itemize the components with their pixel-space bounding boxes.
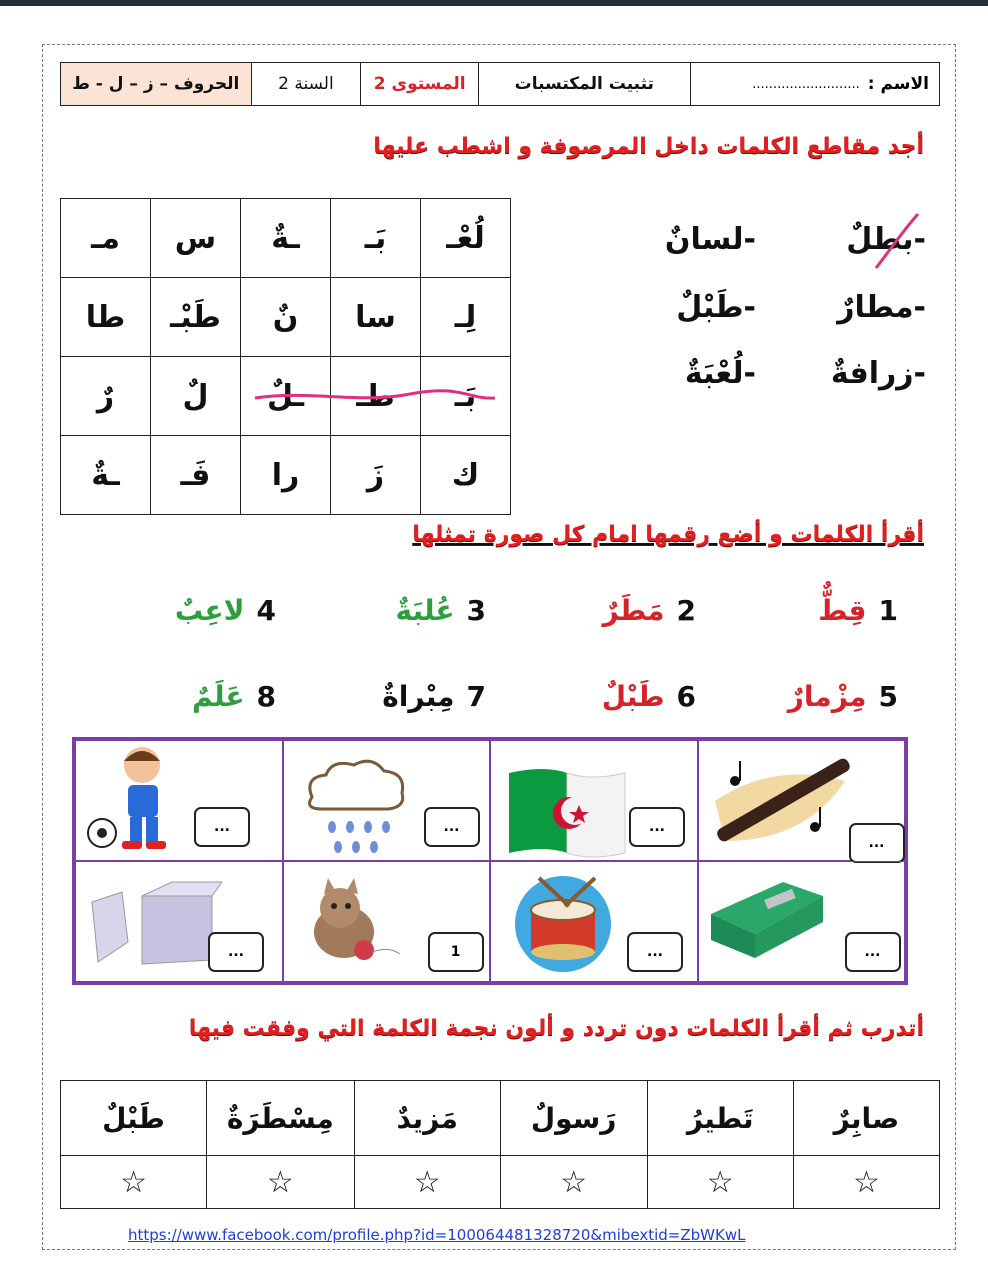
answer-box[interactable]: ... <box>208 932 264 972</box>
star-icon[interactable]: ☆ <box>207 1156 355 1209</box>
flute-icon <box>705 751 855 851</box>
word-text: عَلَمٌ <box>192 680 245 713</box>
star-icon[interactable]: ☆ <box>793 1156 939 1209</box>
picture-cell-sharpener <box>698 861 906 982</box>
picture-cell-cloud <box>283 740 491 861</box>
reading-word: صابِرٌ <box>793 1081 939 1156</box>
answer-box[interactable]: 1 <box>428 932 484 972</box>
letters-cell: الحروف – ز – ل - ط <box>61 63 251 105</box>
name-cell <box>690 63 939 105</box>
grid-cell: س <box>151 199 241 278</box>
star-icon[interactable]: ☆ <box>61 1156 207 1209</box>
word-number: 7 <box>466 680 486 713</box>
strike-line <box>250 380 500 410</box>
sheet-title: تثبيت المكتسبات <box>478 63 690 105</box>
numbered-word <box>818 594 898 627</box>
section2-title: أقرأ الكلمات و أضع رقمها امام كل صورة تمثلها <box>412 522 924 547</box>
answer-box[interactable]: ... <box>845 932 901 972</box>
word-text: لاعِبٌ <box>174 594 245 627</box>
grid-cell: ـلٌ <box>241 357 331 436</box>
numbered-word <box>382 680 486 713</box>
word-item: -زرافةٌ <box>830 356 926 391</box>
grid-cell: فَـ <box>151 436 241 515</box>
drum-icon <box>509 872 617 972</box>
strike-mark <box>872 210 922 272</box>
letters-grid <box>60 198 511 515</box>
grid-cell: را <box>241 436 331 515</box>
word-number: 4 <box>256 594 276 627</box>
grid-cell: نٌ <box>241 278 331 357</box>
top-bar <box>0 0 988 6</box>
picture-cell-gift-box <box>75 861 283 982</box>
algeria-flag-icon <box>505 765 629 861</box>
cloud-rain-icon <box>298 755 410 857</box>
section1-title: أجد مقاطع الكلمات داخل المرصوفة و اشطب عليها <box>373 134 924 159</box>
answer-box[interactable]: ... <box>627 932 683 972</box>
grid-cell: لِـ <box>421 278 511 357</box>
picture-cell-player <box>75 740 283 861</box>
grid-cell: مـ <box>61 199 151 278</box>
header-table <box>60 62 940 106</box>
numbered-word <box>788 680 898 713</box>
word-item: -مطارٌ <box>837 290 926 325</box>
word-text: عُلبَةٌ <box>395 594 455 627</box>
word-item: -طَبْلٌ <box>676 290 756 325</box>
grid-cell: زَ <box>331 436 421 515</box>
word-number: 6 <box>676 680 696 713</box>
grid-cell: بَـ <box>331 199 421 278</box>
grid-cell: لٌ <box>151 357 241 436</box>
year-cell: السنة 2 <box>251 63 361 105</box>
facebook-link[interactable]: https://www.facebook.com/profile.php?id=100064481328720&mibextid=ZbWKwL <box>128 1226 746 1244</box>
pictures-grid <box>72 737 908 985</box>
player-icon <box>84 743 194 861</box>
answer-box[interactable]: ... <box>424 807 480 847</box>
word-number: 8 <box>256 680 276 713</box>
word-item: -لُعْبَةٌ <box>684 356 756 391</box>
reading-word: مِسْطَرَةٌ <box>207 1081 355 1156</box>
reading-word: رَسولٌ <box>500 1081 647 1156</box>
open-box-icon <box>82 872 222 972</box>
word-number: 3 <box>466 594 486 627</box>
answer-box[interactable]: ... <box>849 823 905 863</box>
word-item: -بطلٌ <box>846 222 926 257</box>
picture-cell-flag <box>490 740 698 861</box>
word-text: مِزْمارٌ <box>787 680 867 713</box>
numbered-word <box>175 594 276 627</box>
word-text: مَطَرٌ <box>602 594 665 627</box>
cat-icon <box>302 876 412 968</box>
grid-cell: طـ <box>331 357 421 436</box>
reading-word: تَطيرُ <box>647 1081 793 1156</box>
grid-cell: لُعْـ <box>421 199 511 278</box>
section3-title: أتدرب ثم أقرأ الكلمات دون تردد و ألون نجمة الكلمة التي وفقت فيها <box>188 1016 924 1041</box>
word-text: طَبْلٌ <box>601 680 665 713</box>
reading-table <box>60 1080 940 1209</box>
numbered-word <box>602 680 696 713</box>
sharpener-icon <box>705 874 827 964</box>
star-icon[interactable]: ☆ <box>354 1156 500 1209</box>
word-number: 5 <box>878 680 898 713</box>
grid-cell: ـةٌ <box>61 436 151 515</box>
grid-cell: ـةٌ <box>241 199 331 278</box>
word-text: مِبْراةٌ <box>382 680 455 713</box>
grid-cell: ك <box>421 436 511 515</box>
word-item: -لسانٌ <box>664 222 756 257</box>
picture-cell-drum <box>490 861 698 982</box>
name-label: الاسم : <box>867 74 929 94</box>
level-cell: المستوى 2 <box>360 63 478 105</box>
grid-cell: بَـ <box>421 357 511 436</box>
name-dots: .......................... <box>752 76 860 92</box>
word-text: قِطٌّ <box>818 594 867 627</box>
star-icon[interactable]: ☆ <box>500 1156 647 1209</box>
numbered-word <box>192 680 276 713</box>
picture-cell-flute <box>698 740 906 861</box>
grid-cell: رٌ <box>61 357 151 436</box>
picture-cell-cat <box>283 861 491 982</box>
numbered-word <box>602 594 696 627</box>
answer-box[interactable]: ... <box>194 807 250 847</box>
grid-cell: طَبْـ <box>151 278 241 357</box>
word-number: 1 <box>878 594 898 627</box>
reading-word: طَبْلٌ <box>61 1081 207 1156</box>
reading-word: مَزيدٌ <box>354 1081 500 1156</box>
numbered-word <box>396 594 486 627</box>
grid-cell: طا <box>61 278 151 357</box>
word-number: 2 <box>676 594 696 627</box>
star-icon[interactable]: ☆ <box>647 1156 793 1209</box>
answer-box[interactable]: ... <box>629 807 685 847</box>
grid-cell: سا <box>331 278 421 357</box>
